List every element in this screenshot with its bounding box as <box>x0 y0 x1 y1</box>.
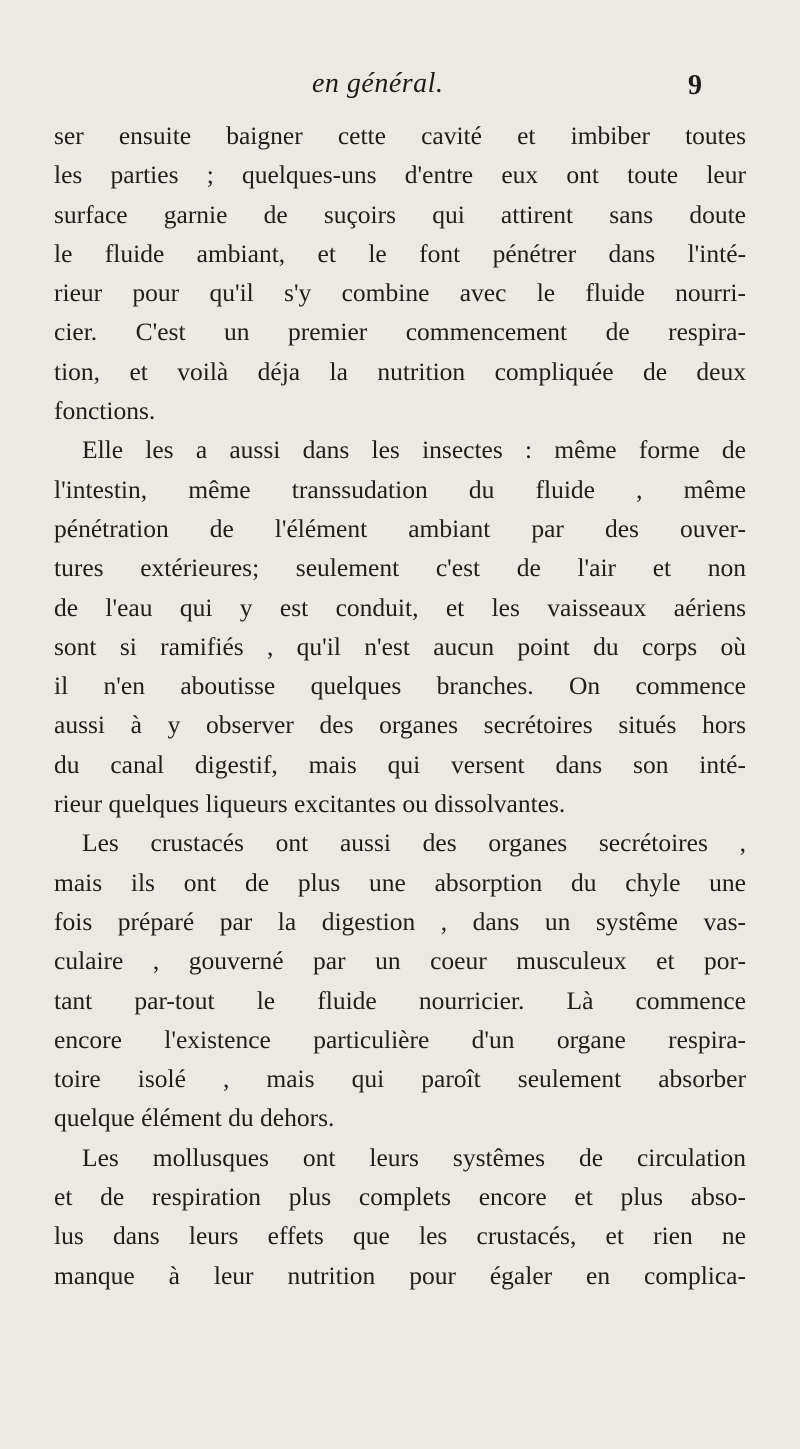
text-line: fonctions. <box>54 396 156 426</box>
text-line: mais ils ont de plus une absorption du chyle une <box>54 867 746 897</box>
running-title: en général. <box>312 68 444 99</box>
text-line: aussi à y observer des organes secrétoires situés hors <box>54 710 746 740</box>
text-line: il n'en aboutisse quelques branches. On commence <box>54 671 746 701</box>
text-line: tures extérieures; seulement c'est de l'air et non <box>54 553 746 583</box>
text-line: le fluide ambiant, et le font pénétrer dans l'inté- <box>54 238 746 268</box>
text-line: tant par-tout le fluide nourricier. Là commence <box>54 985 746 1015</box>
text-line: et de respiration plus complets encore et plus abso- <box>54 1182 746 1212</box>
paragraph-start-line: Les mollusques ont leurs systêmes de circulation <box>82 1142 746 1172</box>
text-line: lus dans leurs effets que les crustacés, et rien ne <box>54 1221 746 1251</box>
text-line: surface garnie de suçoirs qui attirent sans doute <box>54 199 746 229</box>
running-header <box>0 68 800 104</box>
text-line: quelque élément du dehors. <box>54 1103 335 1133</box>
text-line: pénétration de l'élément ambiant par des ouver- <box>54 513 746 543</box>
text-line: de l'eau qui y est conduit, et les vaisseaux aériens <box>54 592 746 622</box>
text-line: toire isolé , mais qui paroît seulement absorber <box>54 1064 746 1094</box>
text-line: culaire , gouverné par un coeur musculeux et por- <box>54 946 746 976</box>
text-line: du canal digestif, mais qui versent dans son inté- <box>54 749 746 779</box>
paragraph-start-line: Les crustacés ont aussi des organes secrétoires , <box>82 828 746 858</box>
text-line: les parties ; quelques-uns d'entre eux ont toute leur <box>54 160 746 190</box>
paragraph-start-line: Elle les a aussi dans les insectes : même forme de <box>82 435 746 465</box>
text-line: fois préparé par la digestion , dans un systême vas- <box>54 906 746 936</box>
text-line: encore l'existence particulière d'un organe respira- <box>54 1024 746 1054</box>
text-line: manque à leur nutrition pour égaler en complica- <box>54 1260 746 1290</box>
text-line: rieur pour qu'il s'y combine avec le fluide nourri- <box>54 278 746 308</box>
body-text <box>54 116 746 1295</box>
text-line: rieur quelques liqueurs excitantes ou dissolvantes. <box>54 789 566 819</box>
text-line: l'intestin, même transsudation du fluide , même <box>54 474 746 504</box>
page-number: 9 <box>688 70 702 101</box>
text-line: tion, et voilà déja la nutrition compliquée de deux <box>54 356 746 386</box>
text-line: cier. C'est un premier commencement de respira- <box>54 317 746 347</box>
text-line: sont si ramifiés , qu'il n'est aucun point du corps où <box>54 631 746 661</box>
text-line: ser ensuite baigner cette cavité et imbiber toutes <box>54 121 746 150</box>
